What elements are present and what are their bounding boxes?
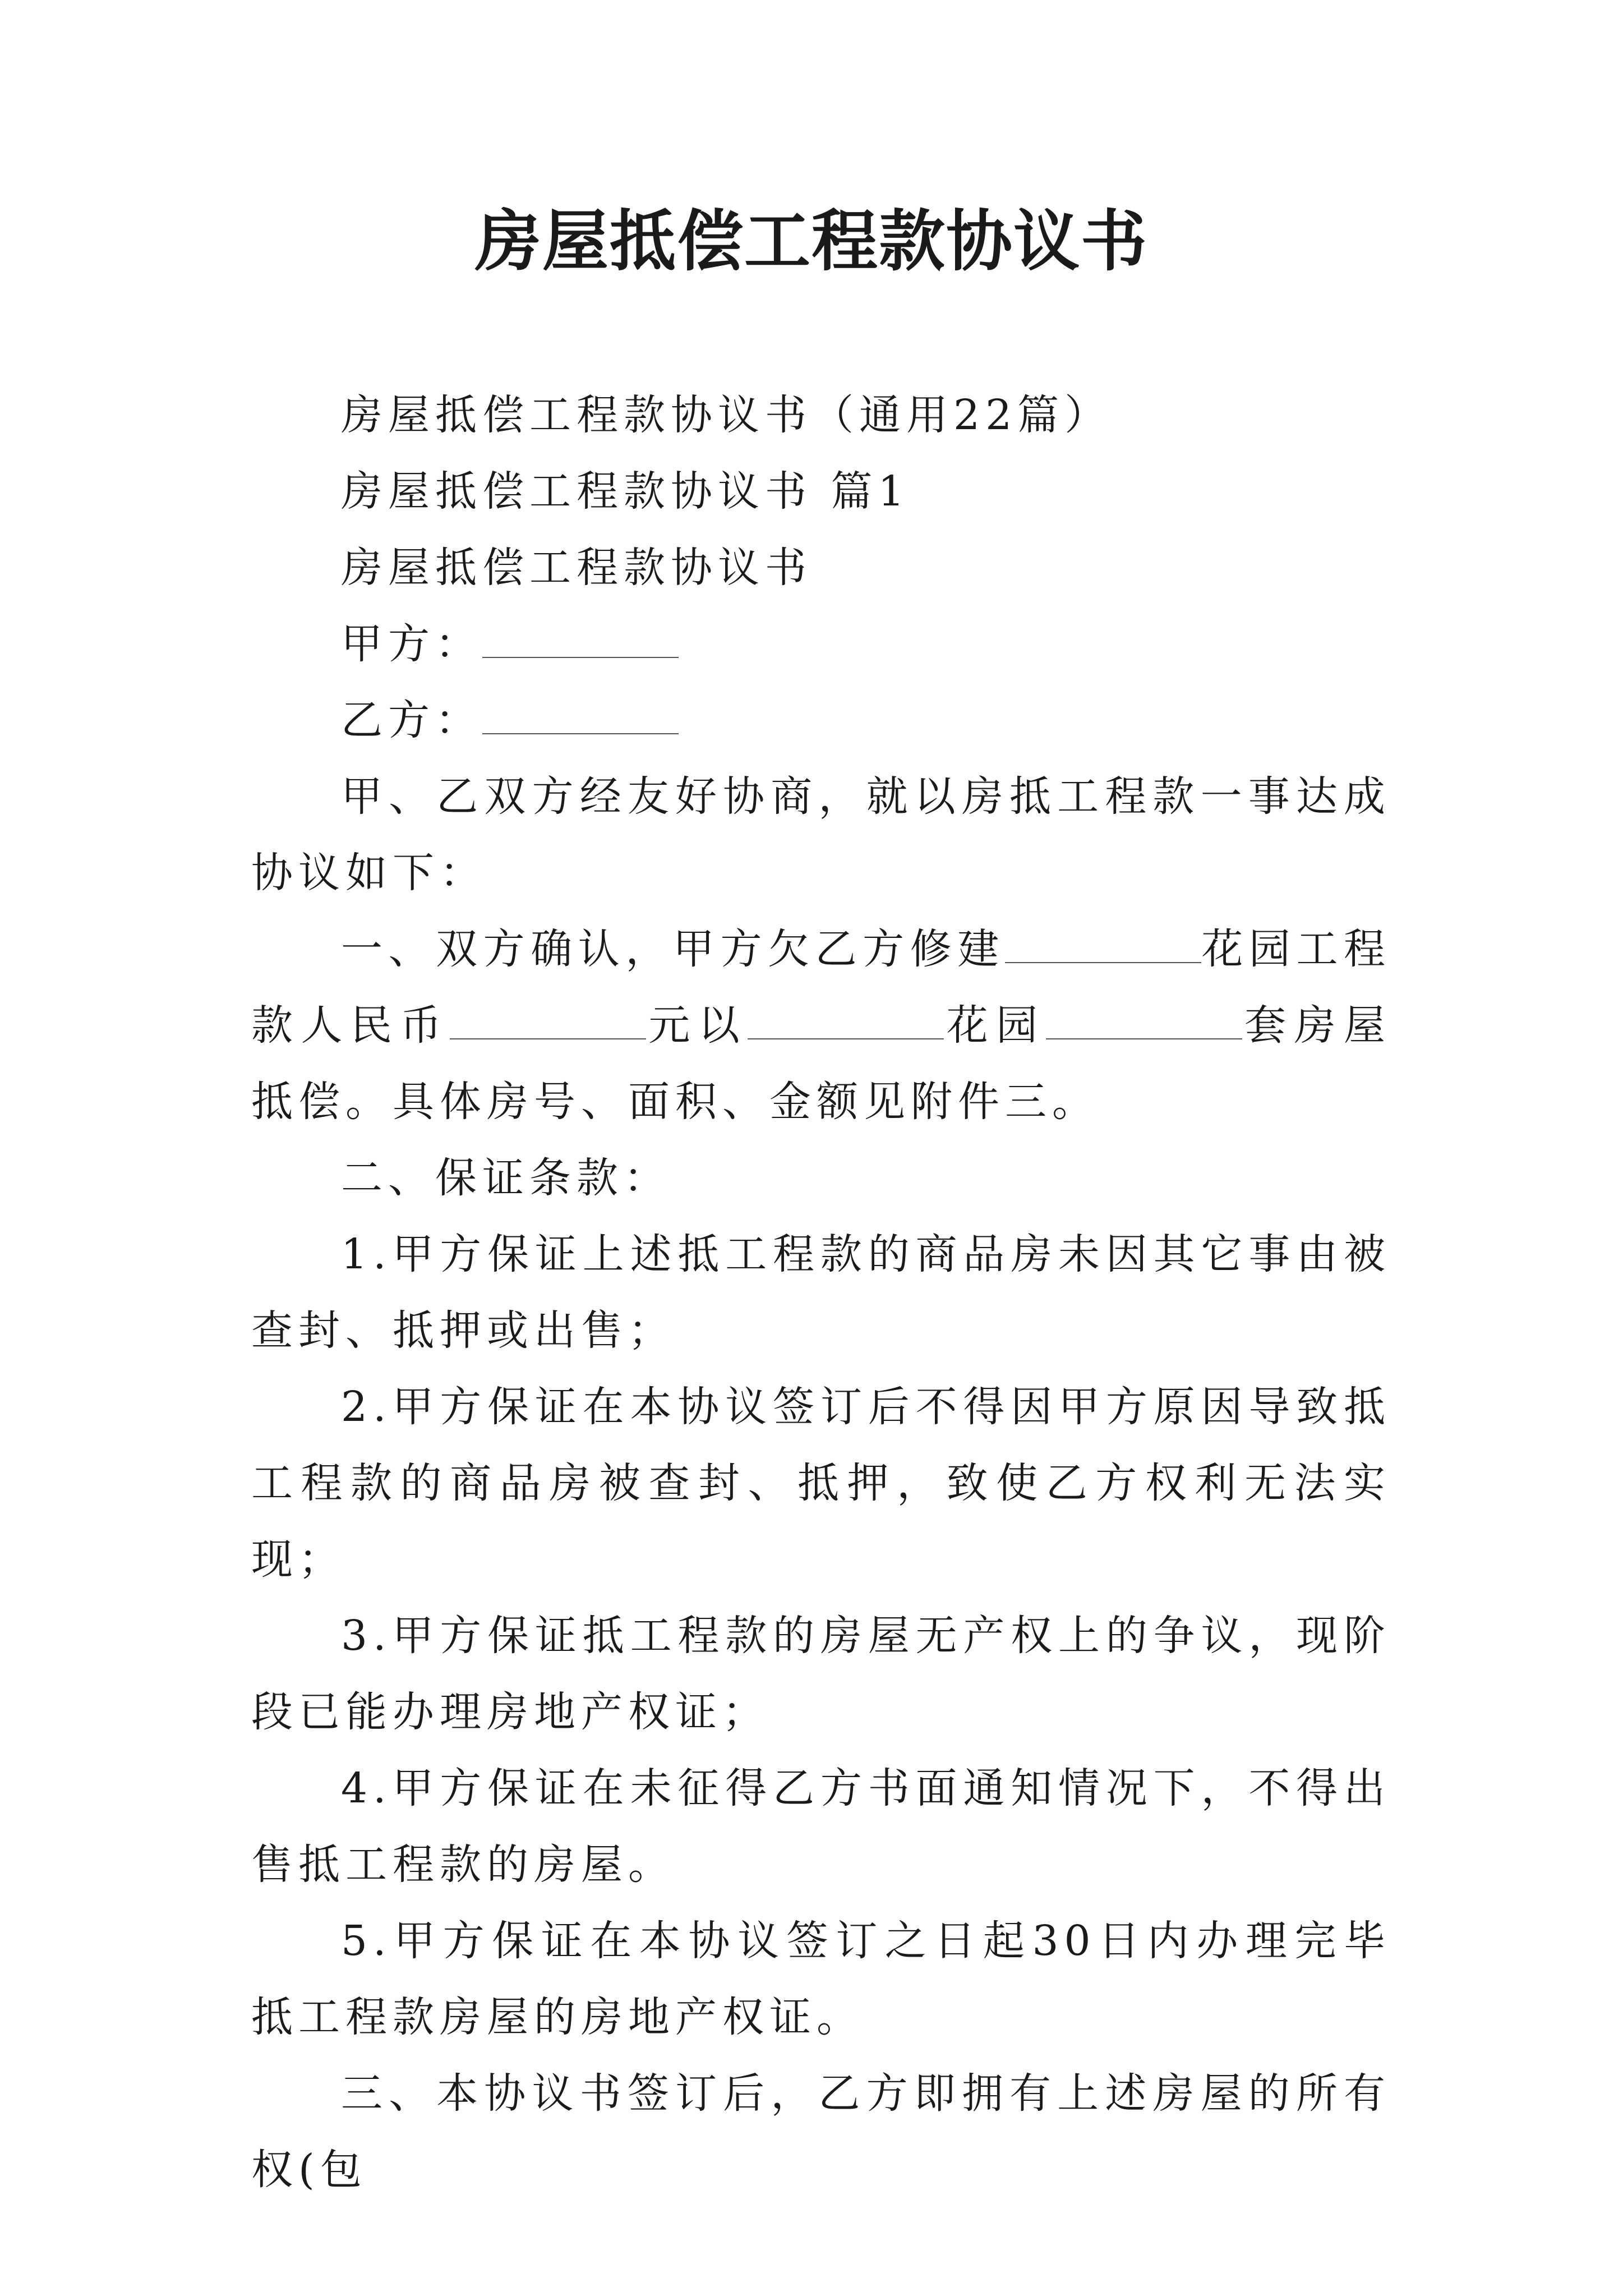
subtitle-line: 房屋抵偿工程款协议书（通用22篇） [341,391,1112,439]
party-a-blank[interactable] [482,618,679,658]
clause-1-text-e: 套房屋抵偿。具体房号、面积、金额见附件三。 [251,1001,1391,1126]
clause-1-text-b: 花园工程款人民币 [251,925,1391,1050]
document-title: 房屋抵偿工程款协议书 [474,202,1148,280]
intro-paragraph: 甲、乙双方经友好协商，就以房抵工程款一事达成协议如下： [251,772,1391,897]
clause-1-text-a: 一、双方确认，甲方欠乙方修建 [341,925,1005,973]
party-b-line [251,682,1391,758]
clause-2-item-1: 1.甲方保证上述抵工程款的商品房未因其它事由被查封、抵押或出售； [251,1230,1391,1355]
party-b-blank[interactable] [482,694,679,734]
clause-2-heading: 二、保证条款： [341,1154,671,1202]
document-name-line: 房屋抵偿工程款协议书 [341,544,812,592]
clause-2-item-2: 2.甲方保证在本协议签订后不得因甲方原因导致抵工程款的商品房被查封、抵押，致使乙方权利无法实现； [251,1383,1391,1584]
amount-blank[interactable] [450,999,646,1039]
clause-1-paragraph [251,911,1391,1140]
clause-2-item-5: 5.甲方保证在本协议签订之日起30日内办理完毕抵工程款房屋的房地产权证。 [251,1917,1391,2041]
clause-2-item-4: 4.甲方保证在未征得乙方书面通知情况下，不得出售抵工程款的房屋。 [251,1764,1391,1889]
project-name-blank[interactable] [1005,923,1201,963]
chapter-heading: 房屋抵偿工程款协议书 篇1 [341,467,910,516]
garden-name-blank[interactable] [748,999,944,1039]
party-a-label: 甲方： [341,620,482,668]
unit-count-blank[interactable] [1046,999,1242,1039]
clause-3-paragraph: 三、本协议书签订后，乙方即拥有上述房屋的所有权(包 [251,2069,1391,2194]
clause-1-text-c: 元以 [645,1001,748,1050]
clause-2-item-3: 3.甲方保证抵工程款的房屋无产权上的争议，现阶段已能办理房地产权证； [251,1612,1391,1736]
party-b-label: 乙方： [341,696,482,744]
clause-1-text-d: 花园 [944,1001,1046,1050]
party-a-line [251,606,1391,682]
document-body [251,377,1391,2208]
